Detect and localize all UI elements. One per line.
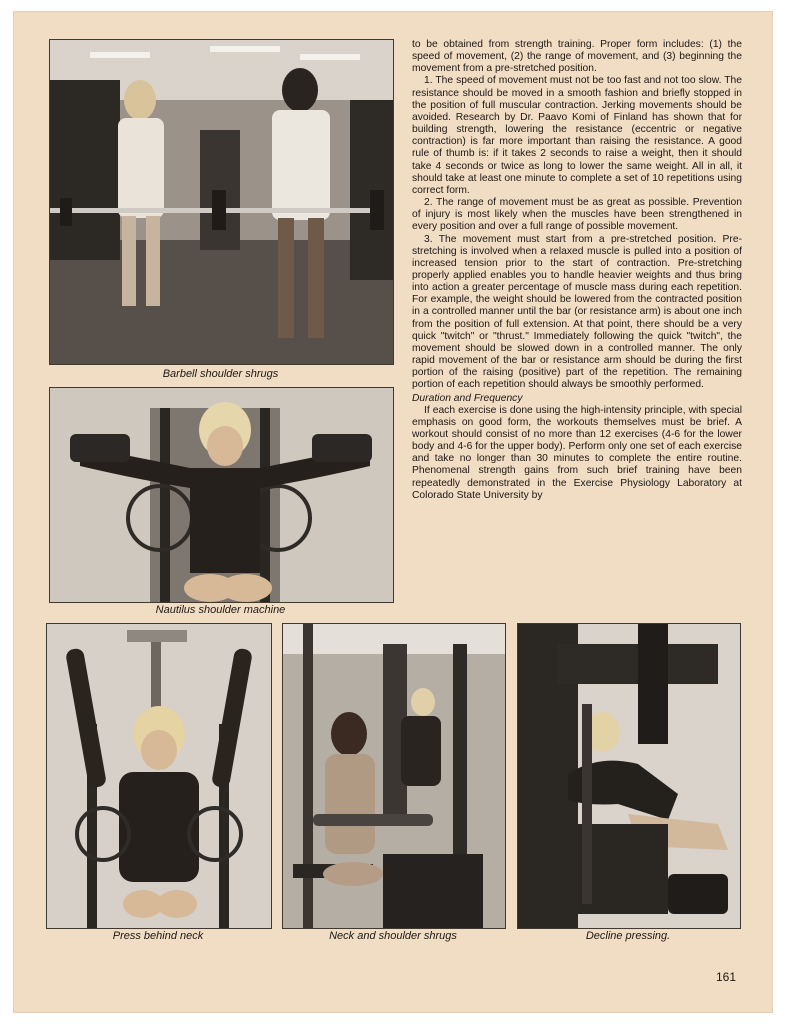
paragraph-intro: to be obtained from strength training. Proper form includes: (1) the speed of movement, (2) the range of movement, and (3) beginning the movement from a pre-stretched position. — [412, 39, 742, 75]
caption-neck-and-shoulder-shrugs: Neck and shoulder shrugs — [329, 930, 457, 942]
paragraph-pre-stretched-position: 3. The movement must start from a pre-stretched position. Pre-stretching is involved when a relaxed muscle is pulled into a position of increased tension prior to the start of contraction. Pre-stretching properly applied enables you to handle heavier weights and thus bring into action a greater percentage of muscle mass during each repetition. For example, the weight should be lowered from the contracted position in a controlled manner until the bar (or resistance arm) is about one inch from the position of full extension. At that point, there should be a very quick "twitch" or "thrust." Immediately following the quick "twitch", the movement should be slowed down in a controlled manner. The only rapid movement of the bar or resistance arm should be during the first portion of the raising (positive) part of the repetition. The remaining portion of each repetition should always be smoothly performed. — [412, 233, 742, 391]
caption-nautilus-shoulder-machine: Nautilus shoulder machine — [155, 604, 286, 616]
nautilus-machine-illustration — [50, 388, 393, 602]
photo-press-behind-neck — [46, 623, 272, 929]
photo-neck-and-shoulder-shrugs — [282, 623, 506, 929]
caption-press-behind-neck: Press behind neck — [112, 930, 204, 942]
photo-nautilus-shoulder-machine — [49, 387, 394, 603]
caption-decline-pressing: Decline pressing. — [585, 930, 671, 942]
neck-shoulder-shrugs-illustration — [283, 624, 505, 928]
page-number: 161 — [716, 970, 737, 984]
magazine-page — [13, 11, 773, 1013]
caption-barbell-shoulder-shrugs: Barbell shoulder shrugs — [162, 368, 279, 380]
photo-barbell-shoulder-shrugs — [49, 39, 394, 365]
paragraph-duration-frequency: If each exercise is done using the high-intensity principle, with special emphasis on good form, the workouts themselves must be brief. A workout should consist of no more than 12 exercises (4-6 for the lower body and 4-6 for the upper body). Perform only one set of each exercise and take no longer than 30 minutes to complete the entire routine. Phenomenal strength gains from such brief training have been repeatedly demonstrated in the Exercise Physiology Laboratory at Colorado State University by — [412, 404, 742, 501]
press-behind-neck-illustration — [47, 624, 271, 928]
paragraph-speed-of-movement: 1. The speed of movement must not be too fast and not too slow. The resistance should be moved in a smooth fashion and briefly stopped in the position of full muscular contraction. Jerking movements should be avoided. Research by Dr. Paavo Komi of Finland has shown that for building strength, lowering the resistance (eccentric or negative contraction) is far more important than raising the resistance. A good rule of thumb is: if it takes 2 seconds to raise a weight, then it should take 4 seconds or twice as long to lower the same weight. All in all, it should take at least one minute to complete a set of 10 repetitions using correct form. — [412, 75, 742, 196]
photo-decline-pressing — [517, 623, 741, 929]
article-text-column — [412, 39, 742, 625]
paragraph-range-of-movement: 2. The range of movement must be as great as possible. Prevention of injury is most likely when the muscles have been strengthened in every position and over a full range of possible movement. — [412, 197, 742, 233]
decline-pressing-illustration — [518, 624, 740, 928]
subheading-duration-frequency: Duration and Frequency — [412, 392, 523, 404]
barbell-shrugs-illustration — [50, 40, 393, 364]
